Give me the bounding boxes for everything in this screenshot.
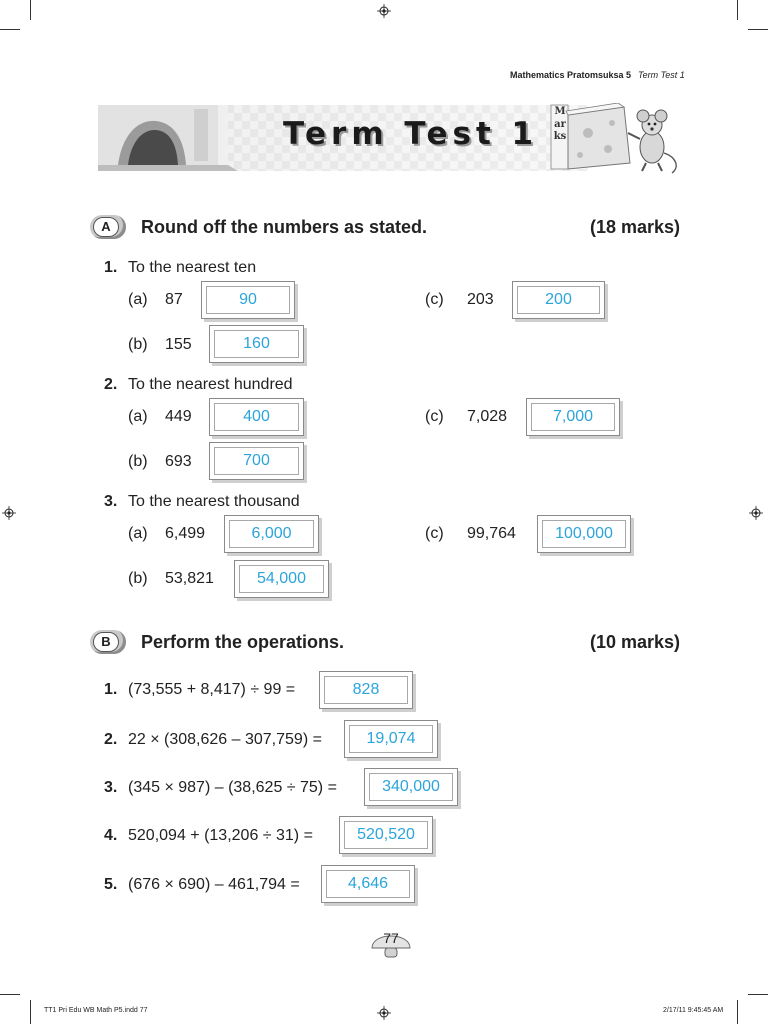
answer-value: 6,000 — [229, 520, 314, 548]
answer-value: 700 — [214, 447, 299, 475]
answer-box[interactable] — [224, 515, 319, 553]
answer-box[interactable] — [364, 768, 458, 806]
question-number: 4. — [104, 827, 118, 844]
part-value: 7,028 — [467, 408, 508, 425]
question-expression: (676 × 690) – 461,794 = — [128, 876, 300, 893]
part-label: (b) — [128, 570, 148, 587]
question-expression: 520,094 + (13,206 ÷ 31) = — [128, 827, 313, 844]
part-label: (a) — [128, 291, 148, 308]
footer-file-info: TT1 Pri Edu WB Math P5.indd 77 — [44, 1007, 148, 1014]
part-value: 87 — [165, 291, 183, 308]
part-label: (a) — [128, 408, 148, 425]
page-number-badge — [370, 924, 412, 958]
section-b-letter: B — [93, 632, 119, 652]
part-label: (c) — [425, 525, 444, 542]
registration-mark-icon — [377, 1006, 391, 1020]
question-number: 3. — [104, 779, 118, 796]
answer-value: 400 — [214, 403, 299, 431]
section-a-badge — [90, 215, 126, 239]
question-number: 2. — [104, 376, 118, 393]
part-value: 693 — [165, 453, 192, 470]
crop-mark — [0, 29, 20, 30]
section-a-letter: A — [93, 217, 119, 237]
banner-title: Term Test 1 — [283, 116, 539, 152]
running-head-test: Term Test 1 — [637, 70, 685, 80]
answer-box[interactable] — [339, 816, 433, 854]
question-instruction: To the nearest ten — [128, 259, 257, 276]
question-number: 3. — [104, 493, 118, 510]
crop-mark — [748, 994, 768, 995]
marks-label: Marks — [553, 106, 567, 142]
part-value: 203 — [467, 291, 494, 308]
answer-value: 160 — [214, 330, 299, 358]
registration-mark-icon — [2, 506, 16, 520]
answer-box[interactable] — [201, 281, 295, 319]
answer-box[interactable] — [234, 560, 329, 598]
answer-box[interactable] — [319, 671, 413, 709]
answer-value: 90 — [206, 286, 290, 314]
question-instruction: To the nearest thousand — [128, 493, 300, 510]
running-head — [510, 70, 685, 81]
answer-value: 340,000 — [369, 773, 453, 801]
answer-value: 100,000 — [542, 520, 626, 548]
question-number: 1. — [104, 681, 118, 698]
registration-mark-icon — [749, 506, 763, 520]
answer-value: 7,000 — [531, 403, 615, 431]
part-value: 155 — [165, 336, 192, 353]
question-instruction: To the nearest hundred — [128, 376, 293, 393]
cheese-mouse-icon — [548, 103, 688, 175]
registration-mark-icon — [377, 4, 391, 18]
part-value: 53,821 — [165, 570, 214, 587]
part-value: 449 — [165, 408, 192, 425]
answer-box[interactable] — [209, 398, 304, 436]
question-number: 2. — [104, 731, 118, 748]
crop-mark — [30, 1000, 31, 1024]
part-label: (a) — [128, 525, 148, 542]
part-label: (b) — [128, 453, 148, 470]
section-b-badge — [90, 630, 126, 654]
question-expression: (345 × 987) – (38,625 ÷ 75) = — [128, 779, 337, 796]
crop-mark — [30, 0, 31, 20]
page-number: 77 — [383, 930, 399, 946]
question-expression: (73,555 + 8,417) ÷ 99 = — [128, 681, 296, 698]
answer-box[interactable] — [209, 442, 304, 480]
answer-value: 19,074 — [349, 725, 433, 753]
section-b-title: Perform the operations. — [141, 632, 345, 652]
part-value: 99,764 — [467, 525, 516, 542]
crop-mark — [748, 29, 768, 30]
part-value: 6,499 — [165, 525, 206, 542]
section-a-title: Round off the numbers as stated. — [141, 217, 428, 237]
answer-value: 54,000 — [239, 565, 324, 593]
title-banner — [98, 105, 588, 171]
answer-value: 4,646 — [326, 870, 410, 898]
crop-mark — [737, 0, 738, 20]
part-label: (c) — [425, 291, 444, 308]
marks-mascot — [548, 103, 688, 175]
answer-box[interactable] — [512, 281, 605, 319]
question-number: 5. — [104, 876, 118, 893]
answer-value: 520,520 — [344, 821, 428, 849]
answer-box[interactable] — [209, 325, 304, 363]
crop-mark — [737, 1000, 738, 1024]
answer-value: 828 — [324, 676, 408, 704]
running-head-subject: Mathematics Pratomsuksa 5 — [510, 70, 632, 80]
footer-timestamp: 2/17/11 9:45:45 AM — [663, 1007, 724, 1014]
section-b-marks: (10 marks) — [590, 632, 681, 652]
answer-box[interactable] — [537, 515, 631, 553]
question-expression: 22 × (308,626 – 307,759) = — [128, 731, 322, 748]
part-label: (c) — [425, 408, 444, 425]
answer-box[interactable] — [321, 865, 415, 903]
section-a-marks: (18 marks) — [590, 217, 681, 237]
answer-box[interactable] — [344, 720, 438, 758]
crop-mark — [0, 994, 20, 995]
answer-box[interactable] — [526, 398, 620, 436]
part-label: (b) — [128, 336, 148, 353]
answer-value: 200 — [517, 286, 600, 314]
question-number: 1. — [104, 259, 118, 276]
